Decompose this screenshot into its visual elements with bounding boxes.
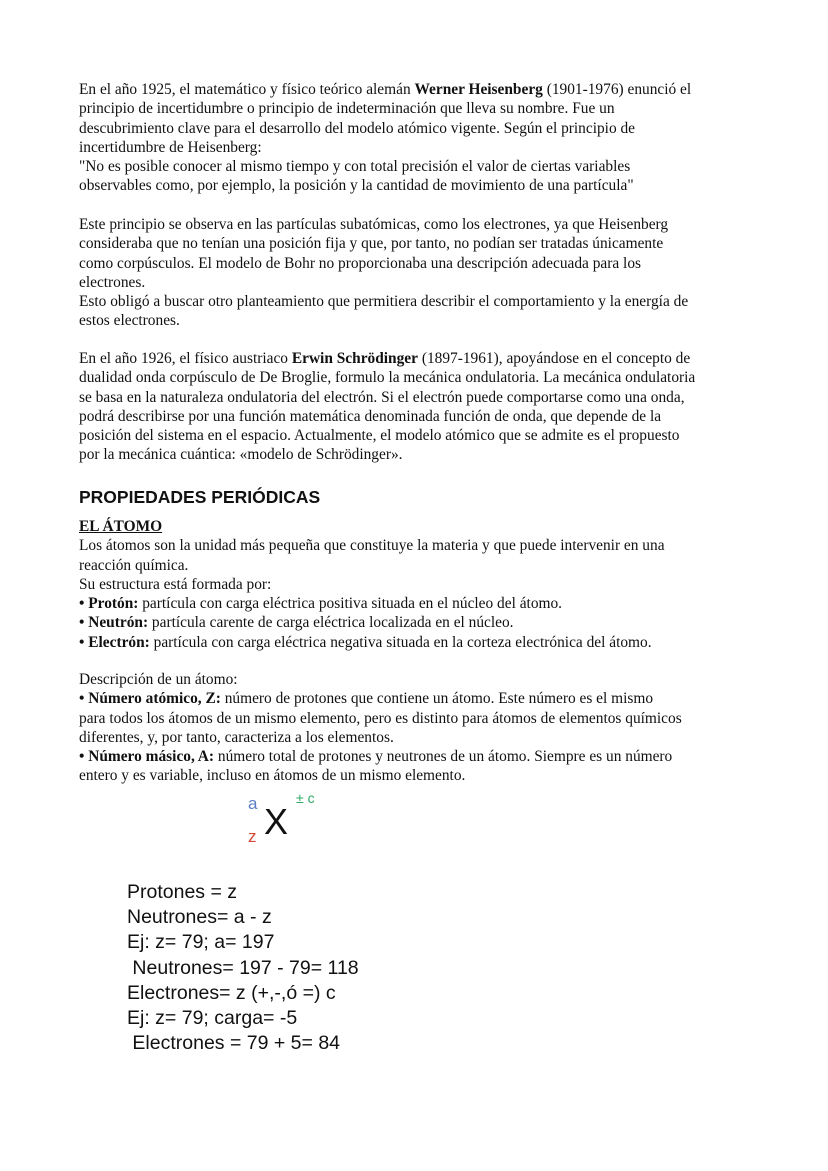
text-line: reacción química. (79, 556, 189, 574)
bullet-item: • Protón: partícula con carga eléctrica positiva situada en el núcleo del átomo. (79, 595, 563, 613)
text-line: Los átomos son la unidad más pequeña que constituye la materia y que puede intervenir en una (79, 537, 665, 555)
text-line: para todos los átomos de un mismo elemento, pero es distinto para átomos de elementos químicos (79, 709, 682, 727)
heisenberg-name: Werner Heisenberg (414, 81, 543, 98)
electron-paragraph (79, 215, 759, 331)
note-line: Neutrones= a - z (127, 906, 272, 929)
note-line: Electrones = 79 + 5= 84 (127, 1032, 341, 1055)
text-line: podrá describirse por una función matemática denominada función de onda, que depende de la (79, 407, 662, 425)
mass-number-label: a (248, 794, 258, 813)
text-line: descubrimiento clave para el desarrollo del modelo atómico vigente. Según el principio de (79, 119, 636, 137)
schrodinger-name: Erwin Schrödinger (291, 350, 418, 367)
formula-notes (127, 880, 359, 1056)
text-line: posición del sistema en el espacio. Actualmente, el modelo atómico que se admite es el propuesto (79, 427, 680, 445)
note-line: Neutrones= 197 - 79= 118 (127, 956, 359, 979)
note-line: Ej: z= 79; carga= -5 (127, 1007, 298, 1030)
bullet-item: • Neutrón: partícula carente de carga eléctrica localizada en el núcleo. (79, 614, 514, 632)
bullet-item: • Electrón: partícula con carga eléctrica negativa situada en la corteza electrónica del átomo. (79, 633, 652, 651)
uncertainty-quote: observables como, por ejemplo, la posición y la cantidad de movimiento de una partícula" (79, 177, 634, 195)
bullet-item: • Número atómico, Z: número de protones que contiene un átomo. Este número es el mismo (79, 690, 654, 708)
text-line: se basa en la naturaleza ondulatoria del electrón. Si el electrón puede comportarse como una onda, (79, 388, 685, 406)
text-line: Su estructura está formada por: (79, 575, 272, 593)
text-line: Descripción de un átomo: (79, 671, 238, 688)
note-line: Electrones= z (+,-,ó =) c (127, 981, 336, 1004)
text-line: Este principio se observa en las partículas subatómicas, como los electrones, ya que Heisenberg (79, 216, 669, 233)
note-line: Ej: z= 79; a= 197 (127, 931, 275, 954)
text-line: Esto obligó a buscar otro planteamiento que permitiera describir el comportamiento y la energía de (79, 293, 689, 311)
text-line: diferentes, y, por tanto, caracteriza a los elementos. (79, 728, 394, 746)
nuclide-notation (240, 790, 340, 850)
note-line: Protones = z (127, 881, 238, 903)
text-line: por la mecánica cuántica: «modelo de Schrödinger». (79, 446, 403, 464)
text-line: dualidad onda corpúsculo de De Broglie, formulo la mecánica ondulatoria. La mecánica ondulatoria (79, 369, 696, 387)
charge-label: ± c (296, 790, 315, 806)
atom-description (79, 670, 759, 786)
element-symbol: X (264, 801, 289, 842)
text-line: En el año 1926, el físico austriaco Erwin Schrödinger (1897-1961), apoyándose en el concepto de (79, 350, 691, 367)
uncertainty-quote: "No es posible conocer al mismo tiempo y con total precisión el valor de ciertas variables (79, 158, 631, 176)
subheading: EL ÁTOMO (79, 518, 163, 535)
bullet-item: • Número másico, A: número total de protones y neutrones de un átomo. Siempre es un número (79, 748, 673, 766)
text-line: electrones. (79, 273, 146, 291)
heisenberg-paragraph (79, 80, 759, 196)
text-line: incertidumbre de Heisenberg: (79, 138, 262, 156)
atomic-number-label: z (248, 827, 257, 846)
text-line: estos electrones. (79, 312, 180, 330)
atom-section (79, 517, 759, 652)
section-heading: PROPIEDADES PERIÓDICAS (79, 487, 321, 507)
text-line: principio de incertidumbre o principio de indeterminación que lleva su nombre. Fue un (79, 100, 615, 118)
text-line: En el año 1925, el matemático y físico teórico alemán Werner Heisenberg (1901-1976) enunció el (79, 81, 692, 98)
text-line: consideraba que no tenían una posición fija y que, por tanto, no podían ser tratadas únicamente (79, 235, 664, 253)
text-line: como corpúsculos. El modelo de Bohr no proporcionaba una descripción adecuada para los (79, 254, 642, 272)
schrodinger-paragraph (79, 349, 759, 465)
text-line: entero y es variable, incluso en átomos de un mismo elemento. (79, 767, 466, 785)
